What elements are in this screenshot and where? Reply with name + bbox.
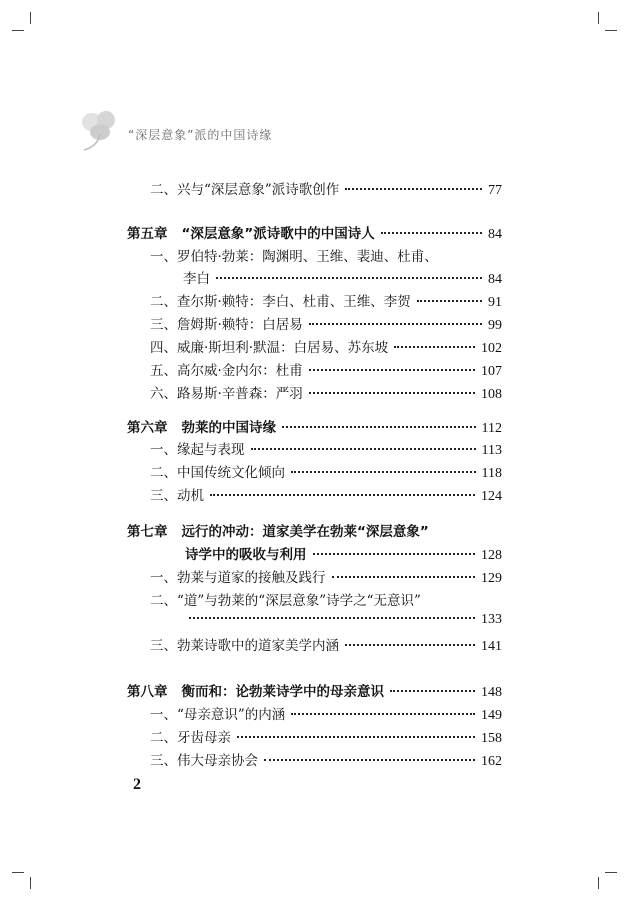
crop-mark [30, 877, 31, 889]
crop-mark [12, 30, 24, 31]
chapter-title: 远行的冲动：道家美学在勃莱“深层意象” [181, 524, 429, 540]
crop-mark [598, 12, 599, 24]
leader-dots [309, 392, 475, 394]
toc-entry [127, 222, 502, 242]
toc-page-number: 133 [481, 612, 502, 627]
section-title: 二、查尔斯·赖特：李白、杜甫、王维、李贺 [150, 294, 411, 310]
toc-entry [185, 543, 502, 563]
leader-dots [417, 300, 482, 302]
leader-dots [332, 576, 476, 578]
section-title: 三、伟大母亲协会 [150, 753, 258, 769]
chapter-title: 衡而和：论勃莱诗学中的母亲意识 [181, 684, 384, 700]
toc-entry [150, 703, 502, 723]
section-title: 二、牙齿母亲 [150, 730, 231, 746]
section-title: 二、“道”与勃莱的“深层意象”诗学之“无意识” [150, 593, 421, 609]
toc-page-number: 112 [481, 421, 502, 436]
leader-dots [291, 713, 475, 715]
toc-page-number: 129 [481, 571, 502, 586]
toc-page-number: 102 [481, 341, 502, 356]
chapter-title: “深层意象”派诗歌中的中国诗人 [181, 226, 375, 242]
toc-page-number: 99 [488, 318, 502, 333]
leader-dots [189, 617, 475, 619]
toc-entry [150, 382, 502, 402]
toc-entry [150, 336, 502, 356]
crop-mark [30, 12, 31, 24]
chapter-number: 第八章 [127, 684, 168, 700]
toc-entry [183, 267, 502, 287]
toc-entry [150, 566, 502, 586]
toc-entry [150, 726, 502, 746]
section-title: 四、威廉·斯坦利·默温：白居易、苏东坡 [150, 340, 389, 356]
section-title: 三、动机 [150, 488, 204, 504]
toc-page-number: 158 [481, 731, 502, 746]
leader-dots [381, 232, 482, 234]
leader-dots [394, 346, 475, 348]
leader-dots [309, 323, 482, 325]
toc-entry [150, 461, 502, 481]
toc-page-number: 162 [481, 754, 502, 769]
toc-entry [150, 178, 502, 198]
toc-page-number: 149 [481, 708, 502, 723]
leader-dots [390, 690, 475, 692]
toc-entry [150, 290, 502, 310]
toc-page-number: 91 [488, 295, 502, 310]
section-title: 一、罗伯特·勃莱：陶渊明、王维、裴迪、杜甫、 [150, 249, 438, 265]
toc-page-number: 113 [481, 443, 502, 458]
section-title: 一、缘起与表现 [150, 442, 245, 458]
section-title: 二、中国传统文化倾向 [150, 465, 285, 481]
toc-page-number: 118 [481, 466, 502, 481]
crop-mark [605, 30, 617, 31]
crop-mark [12, 872, 24, 873]
leader-dots [309, 369, 475, 371]
toc-entry [127, 520, 502, 540]
leader-dots [345, 188, 482, 190]
toc-entry [150, 484, 502, 504]
clover-ornament-icon [70, 104, 130, 154]
leader-dots [251, 448, 476, 450]
leader-dots [237, 736, 475, 738]
section-title: 一、“母亲意识”的内涵 [150, 707, 286, 723]
leader-dots [282, 426, 476, 428]
toc-entry [150, 634, 502, 654]
toc-entry [127, 416, 502, 436]
section-title: 五、高尔威·金内尔：杜甫 [150, 363, 303, 379]
toc-page-number: 77 [488, 183, 502, 198]
leader-dots [345, 644, 475, 646]
leader-dots [291, 471, 476, 473]
toc-page-number: 141 [481, 639, 502, 654]
leader-dots [264, 759, 475, 761]
chapter-title: 勃莱的中国诗缘 [181, 420, 276, 436]
section-title: 一、勃莱与道家的接触及践行 [150, 570, 326, 586]
toc-entry [150, 438, 502, 458]
chapter-number: 第五章 [127, 226, 168, 242]
section-title: 三、詹姆斯·赖特：白居易 [150, 317, 303, 333]
toc-page-number: 124 [481, 489, 502, 504]
toc-page-number: 108 [481, 387, 502, 402]
toc-entry [127, 680, 502, 700]
section-title: 李白 [183, 271, 210, 287]
toc-entry [150, 749, 502, 769]
page-number: 2 [133, 776, 141, 793]
section-title: 六、路易斯·辛普森：严羽 [150, 386, 303, 402]
chapter-title: 诗学中的吸收与利用 [185, 547, 307, 563]
running-header-title: “深层意象”派的中国诗缘 [128, 128, 273, 142]
chapter-number: 第七章 [127, 524, 168, 540]
leader-dots [216, 277, 482, 279]
toc-page-number: 84 [488, 227, 502, 242]
toc-entry [150, 589, 502, 609]
toc-page-number: 84 [488, 272, 502, 287]
leader-dots [313, 553, 476, 555]
crop-mark [598, 877, 599, 889]
crop-mark [605, 872, 617, 873]
section-title: 三、勃莱诗歌中的道家美学内涵 [150, 638, 339, 654]
toc-page-number: 128 [481, 548, 502, 563]
toc-entry [183, 612, 502, 632]
leader-dots [210, 494, 475, 496]
toc-entry [150, 313, 502, 333]
toc-page-number: 148 [481, 685, 502, 700]
toc-entry [150, 245, 502, 265]
toc-entry [150, 359, 502, 379]
toc-page-number: 107 [481, 364, 502, 379]
section-title: 二、兴与“深层意象”派诗歌创作 [150, 182, 340, 198]
chapter-number: 第六章 [127, 420, 168, 436]
